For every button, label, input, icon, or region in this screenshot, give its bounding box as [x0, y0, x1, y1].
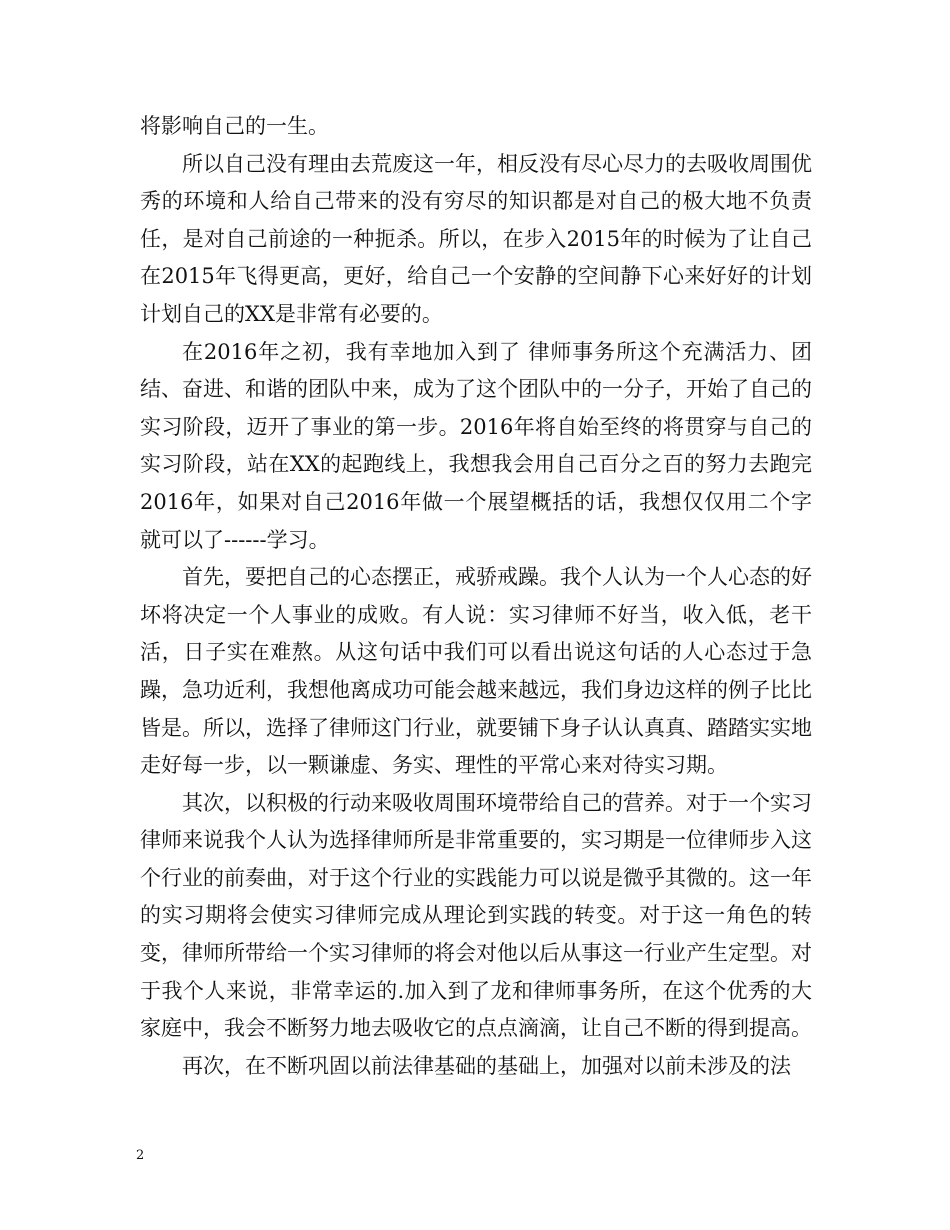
paragraph-1: 将影响自己的一生。 — [140, 114, 329, 138]
paragraph-2: 所以自己没有理由去荒废这一年，相反没有尽心尽力的去吸收周围优秀的环境和人给自己带来的没有穷尽的知识都是对自己的极大地不负责任，是对自己前途的一种扼杀。所以，在步入2015年的时候为了让自己在2015年飞得更高，更好，给自己一个安静的空间静下心来好好的计划计划自己的XX是非常有必要的。 — [140, 151, 812, 326]
paragraph-3: 在2016年之初，我有幸地加入到了 律师事务所这个充满活力、团结、奋进、和谐的团队中来，成为了这个团队中的一分子，开始了自己的实习阶段，迈开了事业的第一步。2016年将自始至终的将贯穿与自己的实习阶段，站在XX的起跑线上，我想我会用自己百分之百的努力去跑完2016年，如果对自己2016年做一个展望概括的话，我想仅仅用二个字就可以了------学习。 — [140, 339, 812, 552]
paragraph-6: 再次，在不断巩固以前法律基础的基础上，加强对以前未涉及的法 — [182, 1053, 791, 1078]
document-body — [140, 108, 812, 1085]
page-number: 2 — [136, 1148, 145, 1163]
paragraph-4: 首先，要把自己的心态摆正，戒骄戒躁。我个人认为一个人心态的好坏将决定一个人事业的成败。有人说：实习律师不好当，收入低，老干活，日子实在难熬。从这句话中我们可以看出说这句话的人心态过于急躁，急功近利，我想他离成功可能会越来越远，我们身边这样的例子比比皆是。所以，选择了律师这门行业，就要铺下身子认认真真、踏踏实实地走好每一步，以一颗谦虚、务实、理性的平常心来对待实习期。 — [140, 565, 812, 778]
paragraph-5: 其次，以积极的行动来吸收周围环境带给自己的营养。对于一个实习律师来说我个人认为选择律师所是非常重要的，实习期是一位律师步入这个行业的前奏曲，对于这个行业的实践能力可以说是微乎其微的。这一年的实习期将会使实习律师完成从理论到实践的转变。对于这一角色的转变，律师所带给一个实习律师的将会对他以后从事这一行业产生定型。对于我个人来说，非常幸运的.加入到了龙和律师事务所，在这个优秀的大家庭中，我会不断努力地去吸收它的点点滴滴，让自己不断的得到提高。 — [140, 790, 812, 1041]
